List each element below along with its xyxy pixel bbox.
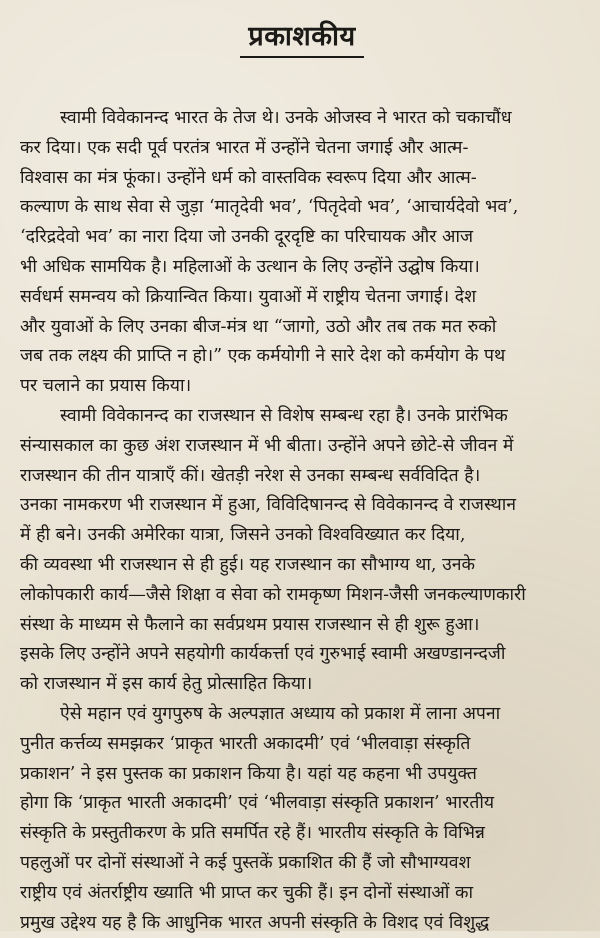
text-line: ‘दरिद्रदेवो भव’ का नारा दिया जो उनकी दूरदृष्टि का परिचायक और आज	[20, 227, 474, 248]
page-title: प्रकाशकीय	[248, 21, 356, 52]
text-line: में ही बने। उनकी अमेरिका यात्रा, जिसने उनको विश्वविख्यात कर दिया,	[20, 525, 466, 546]
text-line: संन्यासकाल का कुछ अंश राजस्थान में भी बीता। उन्होंने अपने छोटे-से जीवन में	[20, 435, 514, 456]
text-line: विश्वास का मंत्र फूंका। उन्होंने धर्म को वास्तविक स्वरूप दिया और आत्म-	[20, 167, 477, 188]
text-line: संस्कृति के प्रस्तुतीकरण के प्रति समर्पित रहे हैं। भारतीय संस्कृति के विभिन्न	[20, 823, 485, 844]
text-line: कल्याण के साथ सेवा से जुड़ा ‘मातृदेवी भव’, ‘पितृदेवो भव’, ‘आचार्यदेवो भव’,	[20, 197, 519, 218]
title-underline	[240, 56, 364, 58]
text-line: जब तक लक्ष्य की प्राप्ति न हो।” एक कर्मयोगी ने सारे देश को कर्मयोग के पथ	[20, 346, 506, 367]
paragraph-1	[20, 104, 584, 402]
text-line: स्वामी विवेकानन्द भारत के तेज थे। उनके ओजस्व ने भारत को चकाचौंध	[60, 108, 512, 128]
text-line: प्रमुख उद्देश्य यह है कि आधुनिक भारत अपनी संस्कृति के विशद एवं विशुद्ध	[20, 912, 490, 933]
text-line: संस्था के माध्यम से फैलाने का सर्वप्रथम प्रयास राजस्थान से ही शुरू हुआ।	[20, 614, 480, 635]
text-line: पुनीत कर्त्तव्य समझकर ‘प्राकृत भारती अकादमी’ एवं ‘भीलवाड़ा संस्कृति	[20, 733, 471, 754]
text-line: लोकोपकारी कार्य—जैसे शिक्षा व सेवा को रामकृष्ण मिशन-जैसी जनकल्याणकारी	[20, 584, 526, 605]
paragraph-3	[20, 700, 584, 938]
document-page	[0, 20, 600, 931]
text-line: इसके लिए उन्होंने अपने सहयोगी कार्यकर्त्ता एवं गुरुभाई स्वामी अखण्डानन्दजी	[20, 644, 506, 665]
text-line: होगा कि ‘प्राकृत भारती अकादमी’ एवं ‘भीलवाड़ा संस्कृति प्रकाशन’ भारतीय	[20, 793, 495, 814]
text-line: भी अधिक सामयिक है। महिलाओं के उत्थान के लिए उन्होंने उद्घोष किया।	[20, 256, 480, 277]
document-body	[20, 104, 584, 938]
text-line: राजस्थान की तीन यात्राएँ कीं। खेतड़ी नरेश से उनका सम्बन्ध सर्वविदित है।	[20, 465, 481, 486]
text-line: की व्यवस्था भी राजस्थान से ही हुई। यह राजस्थान का सौभाग्य था, उनके	[20, 554, 476, 575]
text-line: पहलुओं पर दोनों संस्थाओं ने कई पुस्तकें प्रकाशित की हैं जो सौभाग्यवश	[20, 852, 471, 873]
text-line: कर दिया। एक सदी पूर्व परतंत्र भारत में उन्होंने चेतना जगाई और आत्म-	[20, 137, 469, 158]
text-line: सर्वधर्म समन्वय को क्रियान्वित किया। युवाओं में राष्ट्रीय चेतना जगाई। देश	[20, 286, 477, 307]
text-line: पर चलाने का प्रयास किया।	[20, 376, 192, 397]
text-line: को राजस्थान में इस कार्य हेतु प्रोत्साहित किया।	[20, 674, 313, 695]
paragraph-2	[20, 402, 584, 700]
text-line: ऐसे महान एवं युगपुरुष के अल्पज्ञात अध्याय को प्रकाश में लाना अपना	[60, 703, 501, 724]
text-line: उनका नामकरण भी राजस्थान में हुआ, विविदिषानन्द से विवेकानन्द वे राजस्थान	[20, 495, 517, 516]
text-line: राष्ट्रीय एवं अंतर्राष्ट्रीय ख्याति भी प्राप्त कर चुकी हैं। इन दोनों संस्थाओं का	[20, 882, 474, 903]
text-line: स्वामी विवेकानन्द का राजस्थान से विशेष सम्बन्ध रहा है। उनके प्रारंभिक	[60, 405, 508, 426]
text-line: और युवाओं के लिए उनका बीज-मंत्र था “जागो, उठो और तब तक मत रुको	[20, 316, 497, 337]
text-line: प्रकाशन’ ने इस पुस्तक का प्रकाशन किया है। यहां यह कहना भी उपयुक्त	[20, 763, 477, 784]
